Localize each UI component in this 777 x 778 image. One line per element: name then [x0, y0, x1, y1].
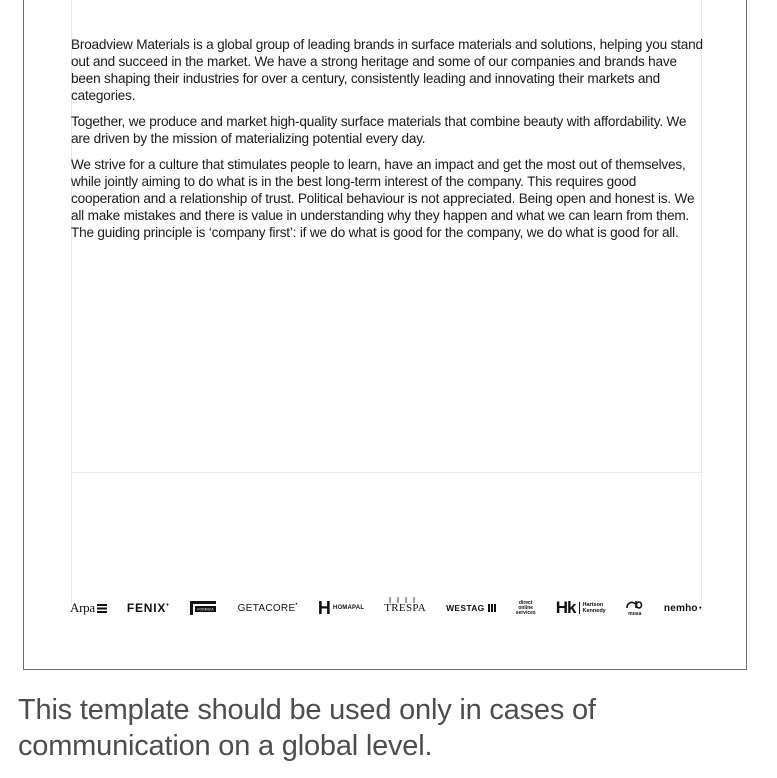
trespa-lines-icon	[384, 597, 428, 603]
formica-logo	[190, 600, 218, 616]
trespa-wordmark-wrap	[384, 602, 426, 614]
hartson-kennedy-logo	[556, 598, 606, 618]
hk-wordmark	[579, 602, 606, 614]
arpa-logo	[70, 600, 107, 616]
usage-note-line-2: communication on a global level.	[18, 730, 433, 762]
arpa-bars-icon	[97, 604, 107, 613]
trademark-icon: •	[166, 601, 170, 609]
formica-mark-icon	[190, 600, 218, 616]
getacore-wordmark: GETACORE	[237, 602, 296, 614]
brand-logo-row	[70, 596, 702, 620]
paragraph-mission: Together, we produce and market high-quality surface materials that combine beauty with affordability. We are driven by the mission of materializing potential every day.	[71, 114, 687, 146]
westag-bars-icon	[488, 604, 496, 612]
direct-line-1: direct	[518, 599, 533, 606]
formica-wordmark: FORMICA	[196, 607, 214, 612]
homapal-mark: H	[317, 598, 331, 618]
paragraph-culture: We strive for a culture that stimulates people to learn, have an impact and get the most out of themselves, while jointly aiming to do what is in the best long-term interest of the company. This requires good cooperation and a relationship of trust. Political behaviour is not appreciated. Being open and honest is. We all make mistakes and there is value in understanding why they happen and what we can learn from them. The guiding principle is ‘company first’: if we do what is good for the company, we do what is good for all.	[71, 157, 695, 240]
paragraph-intro: Broadview Materials is a global group of leading brands in surface materials and solutions, helping you stand out and succeed in the market. We have a strong heritage and some of our companies and brands have been shaping their industries for over a century, consistently leading and innovating their markets and categories.	[71, 37, 703, 103]
trespa-logo	[384, 602, 426, 614]
westag-logo	[446, 603, 495, 613]
direct-line-3: services	[515, 609, 536, 616]
usage-note-line-1: This template should be used only in cases of	[18, 694, 596, 726]
homapal-wordmark: HOMAPAL	[332, 605, 365, 611]
nemho-dot-icon: ●	[698, 605, 702, 611]
hk-line-1: Hartson	[582, 602, 604, 608]
getacore-logo	[238, 603, 298, 614]
nemho-logo	[664, 603, 702, 614]
nemho-wordmark: nemho	[663, 602, 698, 614]
musa-logo	[626, 600, 644, 617]
letter-body	[71, 36, 703, 250]
fenix-logo	[127, 601, 170, 615]
direct-line-2: online	[518, 604, 534, 611]
guide-line-bottom	[71, 472, 702, 473]
hk-mark: Hk	[555, 598, 576, 617]
homapal-logo	[318, 600, 364, 616]
fenix-wordmark: FENIX	[126, 601, 167, 615]
musa-wordmark: musa	[628, 610, 642, 617]
arpa-wordmark: Arpa	[70, 600, 95, 615]
westag-wordmark: WESTAG	[446, 603, 485, 613]
template-usage-note	[18, 692, 758, 764]
trademark-icon: •	[295, 602, 298, 608]
trespa-wordmark: TRESPA	[384, 602, 427, 614]
musa-mark-icon	[626, 600, 644, 609]
direct-logo	[516, 601, 536, 616]
hk-line-2: Kennedy	[582, 608, 606, 614]
